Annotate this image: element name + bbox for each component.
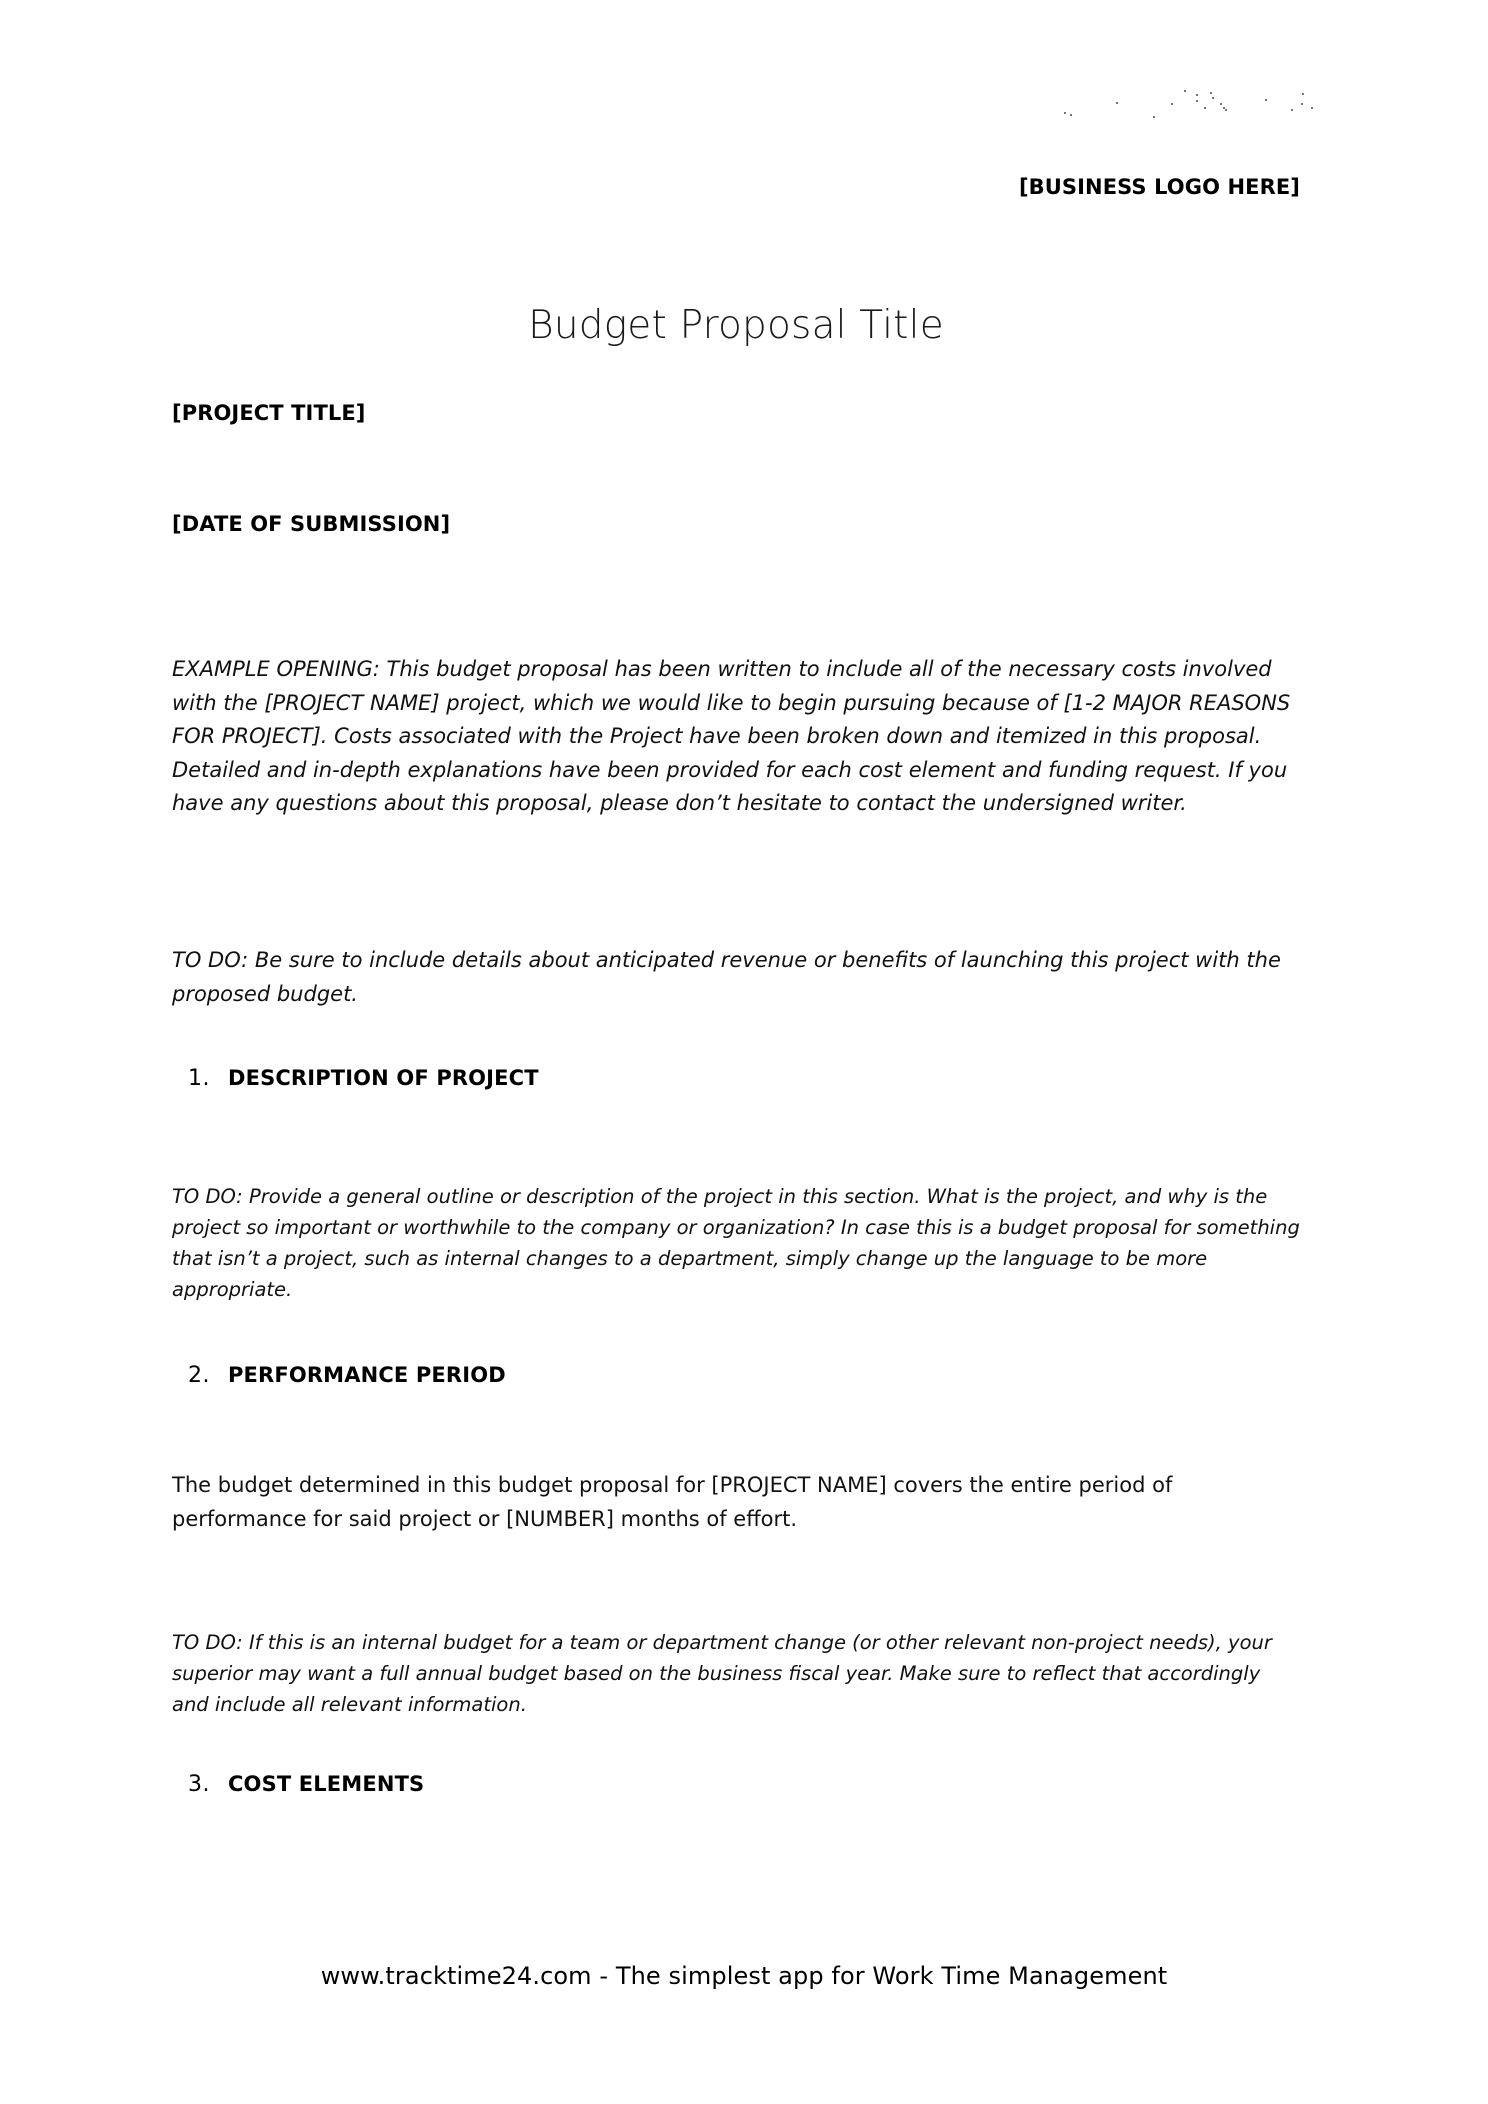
section-label-2: PERFORMANCE PERIOD (228, 1363, 506, 1387)
paragraph-todo-description: TO DO: Provide a general outline or description of the project in this section. What is the project, and why is the project so important or worthwhile to the company or organization? In case this is a budget proposal for something that isn’t a project, such as internal changes to a department, simply change up the language to be more appropriate. (172, 1184, 1300, 1301)
section-heading-1 (172, 1066, 1300, 1091)
page-footer: www.tracktime24.com - The simplest app for Work Time Management (320, 1962, 1168, 1990)
project-title-field: [PROJECT TITLE] (172, 401, 366, 425)
date-of-submission-field: [DATE OF SUBMISSION] (172, 512, 451, 536)
paragraph-todo-opening: TO DO: Be sure to include details about anticipated revenue or benefits of launching this project with the proposed budget. (172, 948, 1281, 1006)
section-heading-3 (172, 1772, 1300, 1797)
logo-watermark-speckles (1040, 60, 1290, 120)
paragraph-performance-period: The budget determined in this budget proposal for [PROJECT NAME] covers the entire period of performance for said project or [NUMBER] months of effort. (172, 1473, 1173, 1531)
paragraph-todo-performance: TO DO: If this is an internal budget for a team or department change (or other relevant non-project needs), your superior may want a full annual budget based on the business fiscal year. Make sure to reflect that accordingly and include all relevant information. (172, 1630, 1272, 1716)
business-logo-placeholder: [BUSINESS LOGO HERE] (1018, 175, 1300, 199)
section-number-1: 1. (188, 1066, 210, 1091)
section-heading-2 (172, 1363, 1300, 1388)
section-number-3: 3. (188, 1772, 210, 1797)
page-title: Budget Proposal Title (528, 303, 944, 349)
section-label-1: DESCRIPTION OF PROJECT (228, 1066, 539, 1090)
section-number-2: 2. (188, 1363, 210, 1388)
section-label-3: COST ELEMENTS (228, 1772, 425, 1796)
paragraph-opening: EXAMPLE OPENING: This budget proposal has been written to include all of the necessary costs involved with the [PROJECT NAME] project, which we would like to begin pursuing because of [1-2 MAJOR REASONS FOR PROJECT]. Costs associated with the Project have been broken down and itemized in this proposal. Detailed and in-depth explanations have been provided for each cost element and funding request. If you have any questions about this proposal, please don’t hesitate to contact the undersigned writer. (172, 657, 1291, 815)
